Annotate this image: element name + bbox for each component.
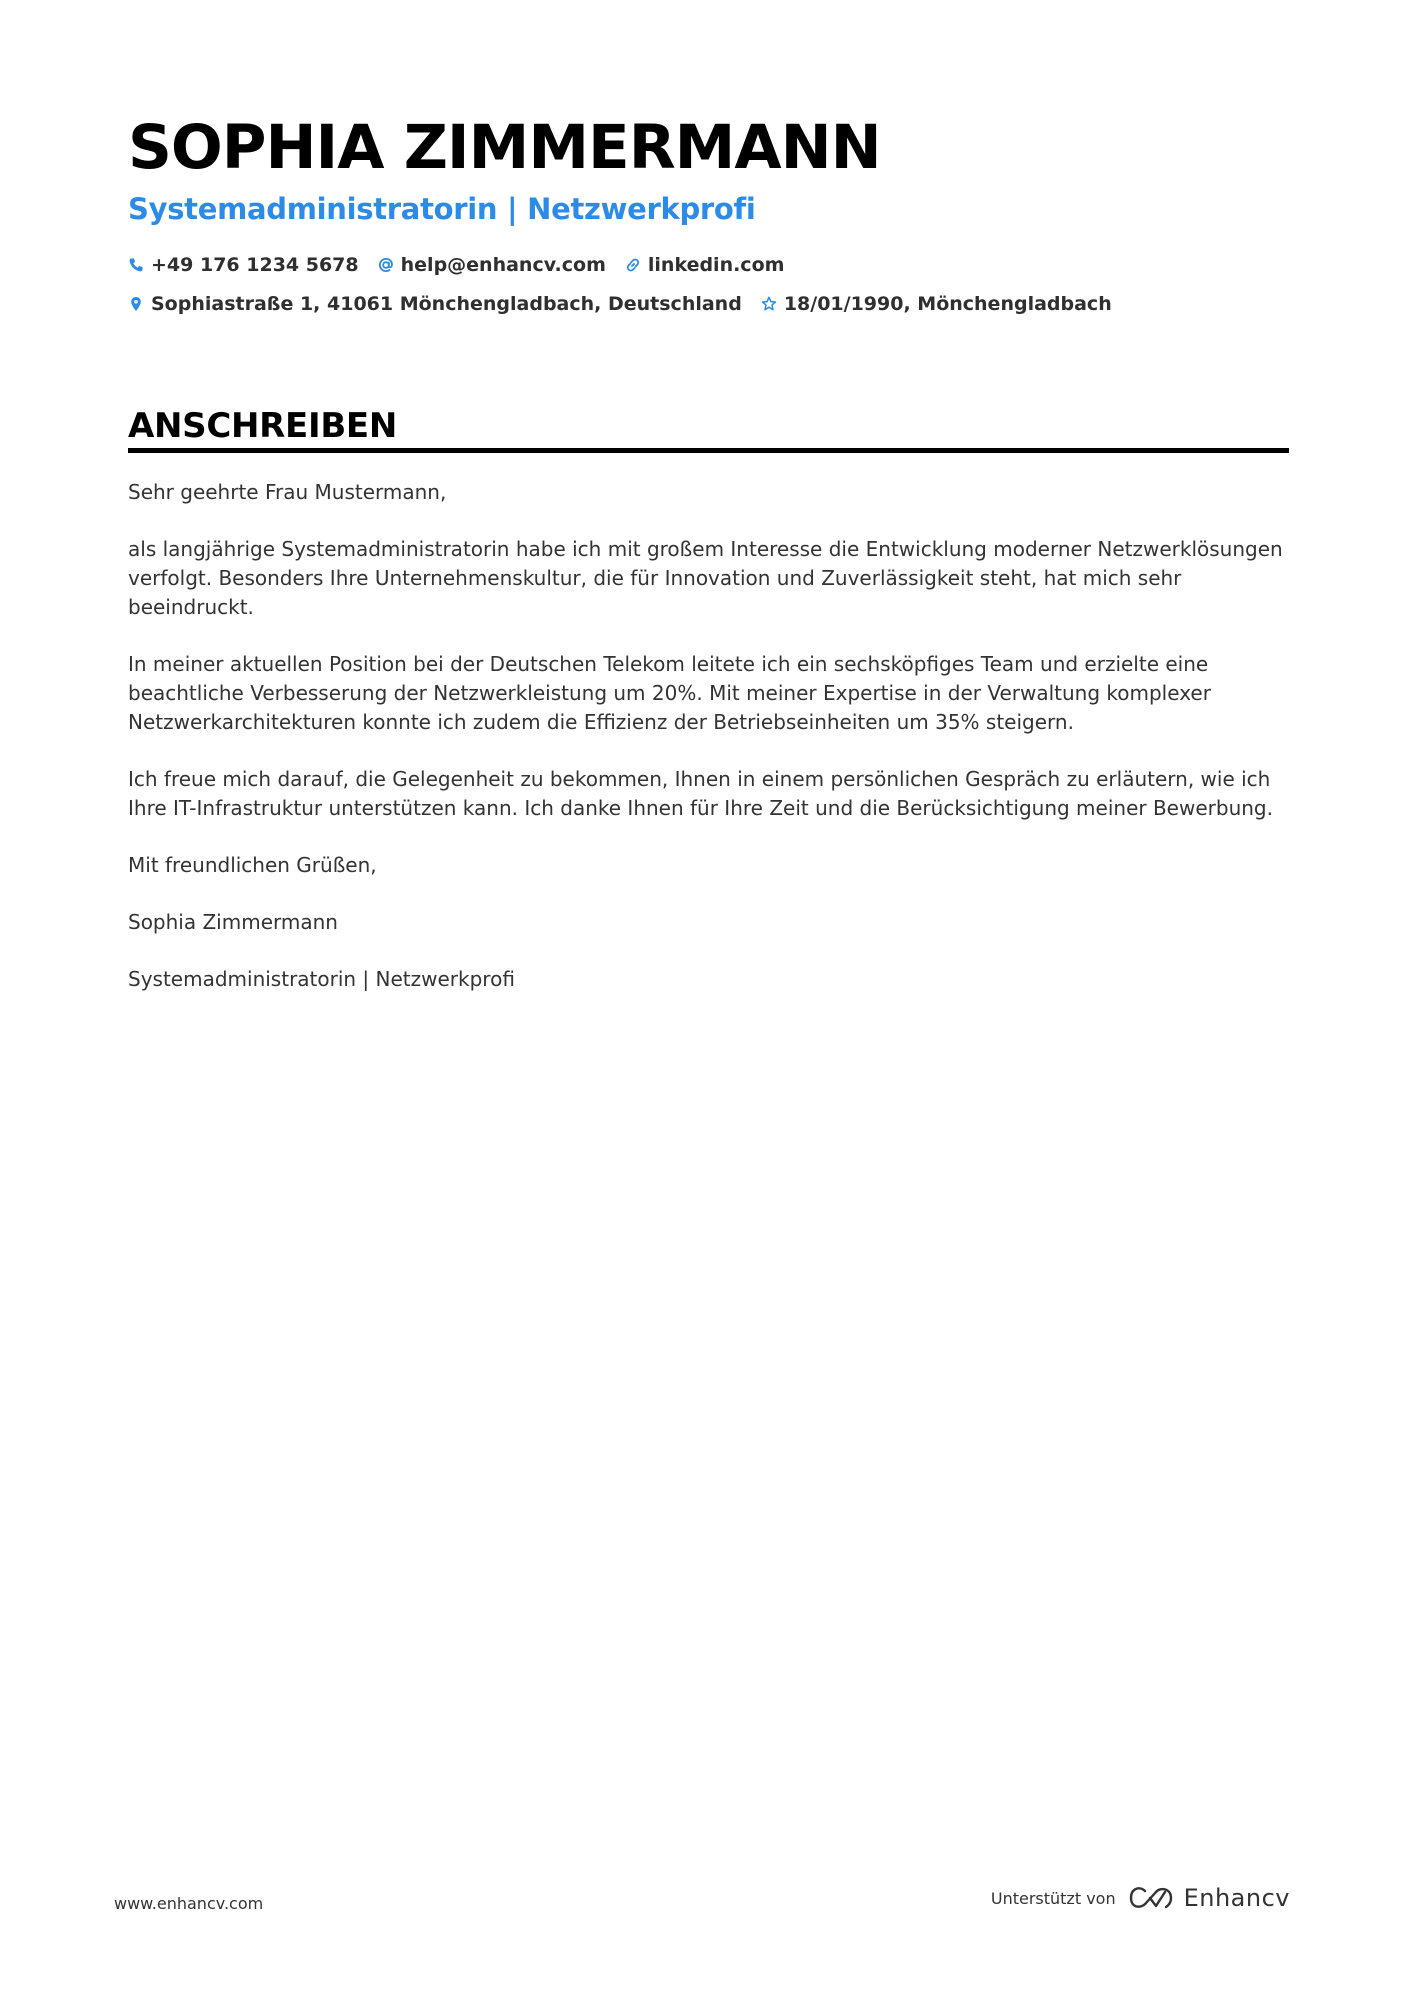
letter-paragraph: In meiner aktuellen Position bei der Deutschen Telekom leitete ich ein sechsköpfiges Team und erzielte eine beachtliche Verbesserung der Netzwerkleistung um 20%. Mit meiner Expertise in der Verwaltung komplexer Netzwerkarchitekturen konnte ich zudem die Effizienz der Betriebseinheiten um 35% steigern. (128, 652, 1211, 734)
section-divider (128, 448, 1289, 453)
applicant-name: SOPHIA ZIMMERMANN (128, 112, 881, 183)
star-icon (761, 296, 777, 312)
footer-branding (991, 1884, 1290, 1912)
phone-text: +49 176 1234 5678 (151, 254, 359, 276)
address-text: Sophiastraße 1, 41061 Mönchengladbach, Deutschland (151, 293, 742, 315)
birth-text: 18/01/1990, Mönchengladbach (783, 293, 1112, 315)
link-icon (625, 257, 641, 273)
link-text: linkedin.com (647, 254, 785, 276)
letter-body (128, 478, 1289, 1022)
contact-birth (761, 293, 1112, 315)
contact-address (128, 293, 742, 315)
contact-email (378, 254, 606, 276)
applicant-tagline: Systemadministratorin | Netzwerkprofi (128, 192, 756, 226)
letter-paragraph: Ich freue mich darauf, die Gelegenheit zu bekommen, Ihnen in einem persönlichen Gespräch zu erläutern, wie ich Ihre IT-Infrastruktur unterstützen kann. Ich danke Ihnen für Ihre Zeit und die Berücksichtigung meiner Bewerbung. (128, 767, 1273, 820)
section-title: ANSCHREIBEN (128, 406, 398, 446)
letter-salutation: Sehr geehrte Frau Mustermann, (128, 480, 447, 504)
contact-row-primary (128, 254, 803, 276)
letter-paragraph: als langjährige Systemadministratorin habe ich mit großem Interesse die Entwicklung moderner Netzwerklösungen verfolgt. Besonders Ihre Unternehmenskultur, die für Innovation und Zuverlässigkeit steht, hat mich sehr beeindruckt. (128, 537, 1283, 619)
at-icon (378, 257, 394, 273)
enhancv-logo-icon (1128, 1885, 1174, 1911)
phone-icon (128, 257, 144, 273)
contact-phone (128, 254, 359, 276)
letter-closing: Mit freundlichen Grüßen, (128, 853, 377, 877)
letter-signature: Sophia Zimmermann (128, 910, 338, 934)
letter-signature-title: Systemadministratorin | Netzwerkprofi (128, 967, 515, 991)
powered-by-label: Unterstützt von (990, 1888, 1116, 1908)
email-text: help@enhancv.com (400, 254, 606, 276)
contact-row-secondary (128, 293, 1131, 315)
footer-website[interactable]: www.enhancv.com (114, 1894, 264, 1913)
location-pin-icon (128, 296, 144, 312)
brand-name: Enhancv (1183, 1884, 1290, 1912)
contact-link (625, 254, 785, 276)
